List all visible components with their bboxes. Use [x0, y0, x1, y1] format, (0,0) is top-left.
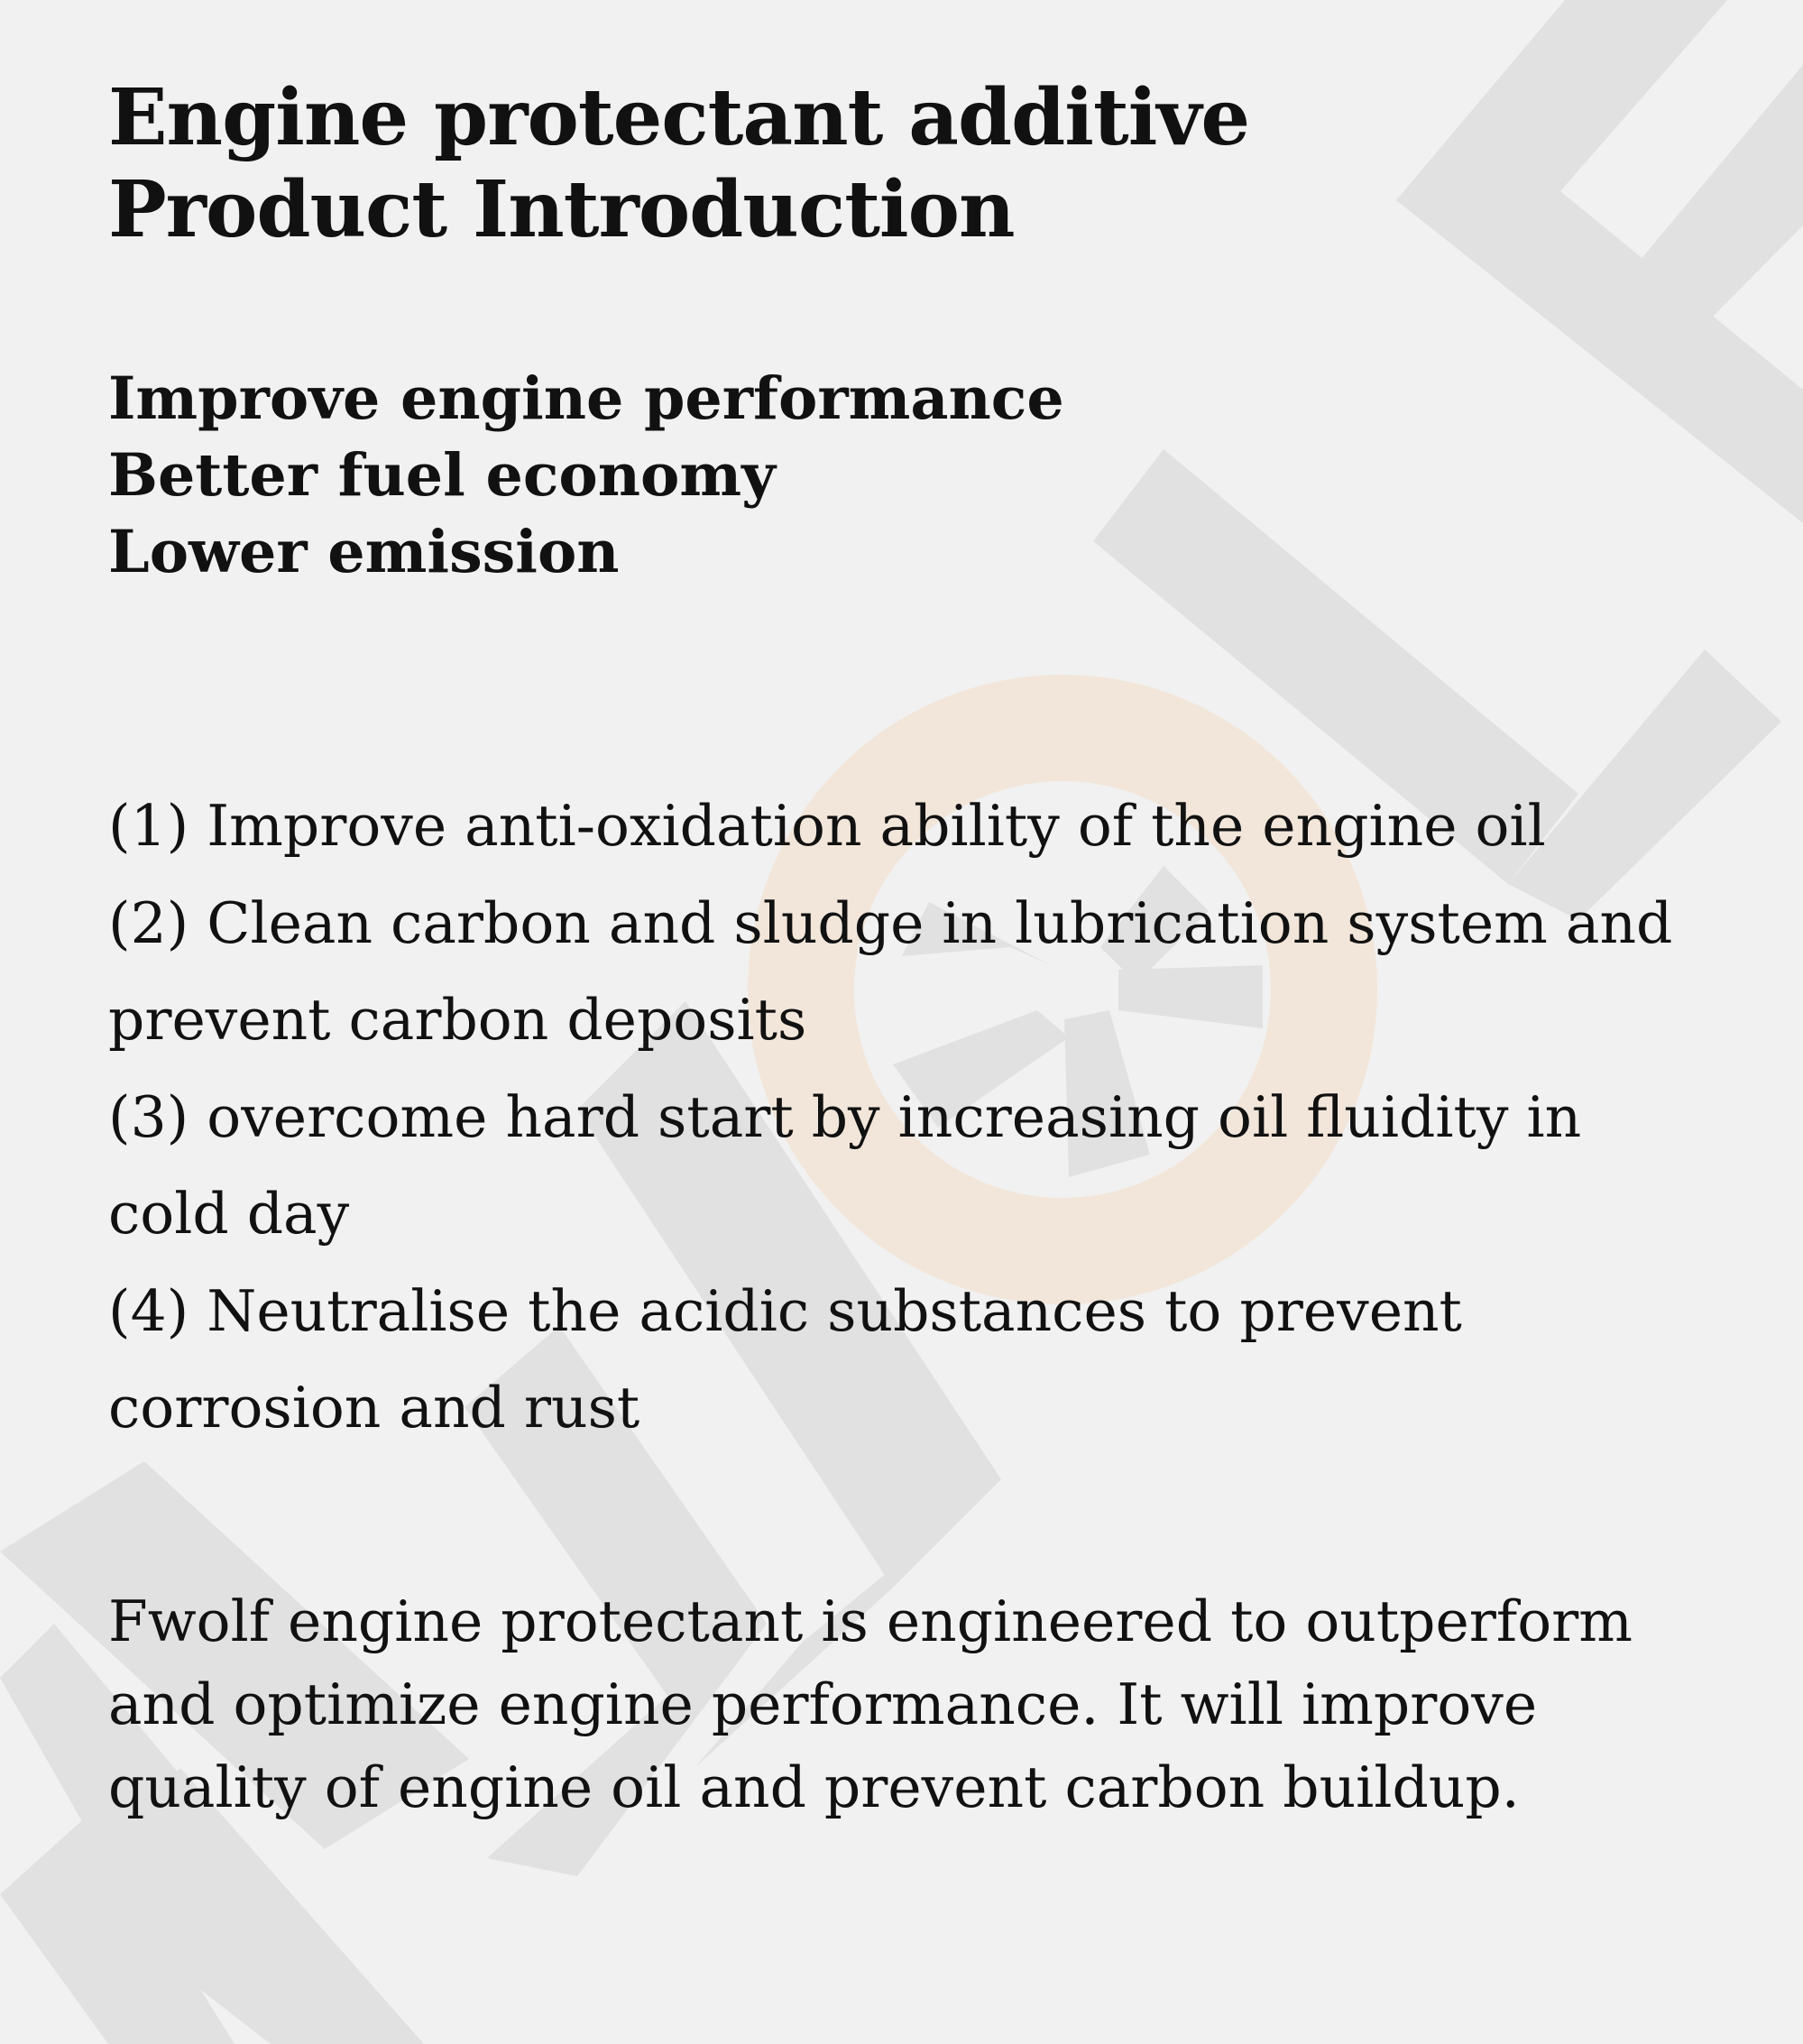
title-line-2: Product Introduction — [108, 164, 1015, 255]
feature-item: (3) overcome hard start by increasing oil fluidity in cold day — [108, 1083, 1582, 1247]
highlight-item: Better fuel economy — [108, 441, 776, 510]
feature-item: (1) Improve anti-oxidation ability of the engine oil — [108, 793, 1546, 859]
feature-item: (2) Clean carbon and sludge in lubrication system and prevent carbon deposits — [108, 889, 1673, 1053]
highlight-item: Lower emission — [108, 518, 620, 586]
features-list — [108, 778, 1714, 1457]
title-line-1: Engine protectant additive — [108, 72, 1250, 163]
page-title — [108, 72, 1732, 256]
highlights-list — [108, 361, 1064, 591]
summary-paragraph: Fwolf engine protectant is engineered to outperform and optimize engine performance. It will improve quality of engine oil and prevent carbon buildup. — [108, 1588, 1633, 1820]
highlight-item: Improve engine performance — [108, 364, 1064, 433]
content-area — [108, 72, 1732, 1820]
feature-item: (4) Neutralise the acidic substances to prevent corrosion and rust — [108, 1277, 1462, 1441]
